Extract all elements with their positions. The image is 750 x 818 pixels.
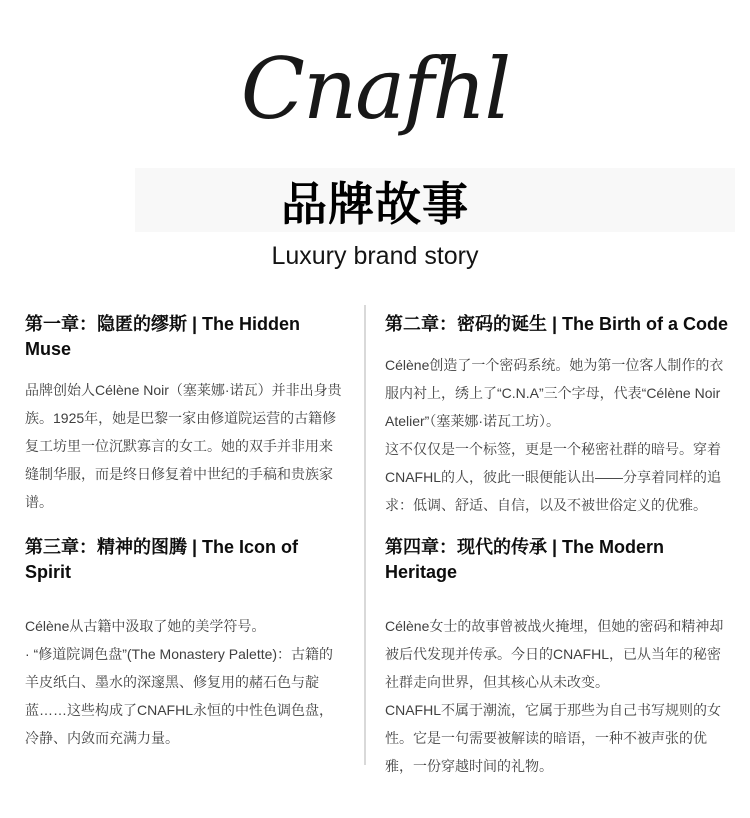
chapter-paragraph: 这不仅仅是一个标签，更是一个秘密社群的暗号。穿着CNAFHL的人，彼此一眼便能认出——分享着同样的追求：低调、舒适、自信，以及不被世俗定义的优雅。 bbox=[385, 441, 722, 513]
chapter-body bbox=[385, 612, 730, 780]
chapter-title: 第三章：精神的图腾 | The Icon of Spirit bbox=[25, 537, 299, 582]
chapter-paragraph: CNAFHL不属于潮流，它属于那些为自己书写规则的女性。它是一句需要被解读的暗语，一种不被声张的优雅，一份穿越时间的礼物。 bbox=[385, 702, 722, 774]
brand-logo: Cnafhl bbox=[240, 40, 510, 138]
column-divider bbox=[364, 305, 366, 765]
chapter-body bbox=[385, 351, 730, 519]
chapter-section-3 bbox=[25, 535, 345, 780]
chapter-paragraph: Célène女士的故事曾被战火掩埋，但她的密码和精神却被后代发现并传承。今日的CNAFHL，已从当年的秘密社群走向世界，但其核心从未改变。 bbox=[385, 618, 724, 690]
chapter-title: 第一章：隐匿的缪斯 | The Hidden Muse bbox=[25, 314, 301, 359]
chapters-grid bbox=[25, 312, 730, 780]
chapter-section-4 bbox=[385, 535, 730, 780]
chapter-body bbox=[25, 376, 345, 516]
chapter-title: 第四章：现代的传承 | The Modern Heritage bbox=[385, 537, 665, 582]
chapter-paragraph: Célène从古籍中汲取了她的美学符号。 bbox=[25, 618, 266, 634]
chapter-paragraph: · “修道院调色盘”(The Monastery Palette)：古籍的羊皮纸白、墨水的深邃黑、修复用的赭石色与靛蓝……这些构成了CNAFHL永恒的中性色调色盘，冷静、内敛而充满力量。 bbox=[25, 646, 334, 746]
page-title: 品牌故事 bbox=[281, 178, 469, 230]
chapter-section-2 bbox=[385, 312, 730, 519]
chapter-paragraph: 品牌创始人Célène Noir（塞莱娜·诺瓦）并非出身贵族。1925年，她是巴黎一家由修道院运营的古籍修复工坊里一位沉默寡言的女工。她的双手并非用来缝制华服，而是终日修复着中世纪的手稿和贵族家谱。 bbox=[25, 382, 342, 510]
chapter-paragraph: Célène创造了一个密码系统。她为第一位客人制作的衣服内衬上，绣上了“C.N.A”三个字母，代表“Célène Noir Atelier”（塞莱娜·诺瓦工坊）。 bbox=[385, 357, 724, 429]
chapter-body bbox=[25, 612, 345, 752]
page-subtitle: Luxury brand story bbox=[271, 242, 479, 270]
chapter-title: 第二章：密码的诞生 | The Birth of a Code bbox=[385, 314, 729, 334]
chapter-section-1 bbox=[25, 312, 345, 519]
